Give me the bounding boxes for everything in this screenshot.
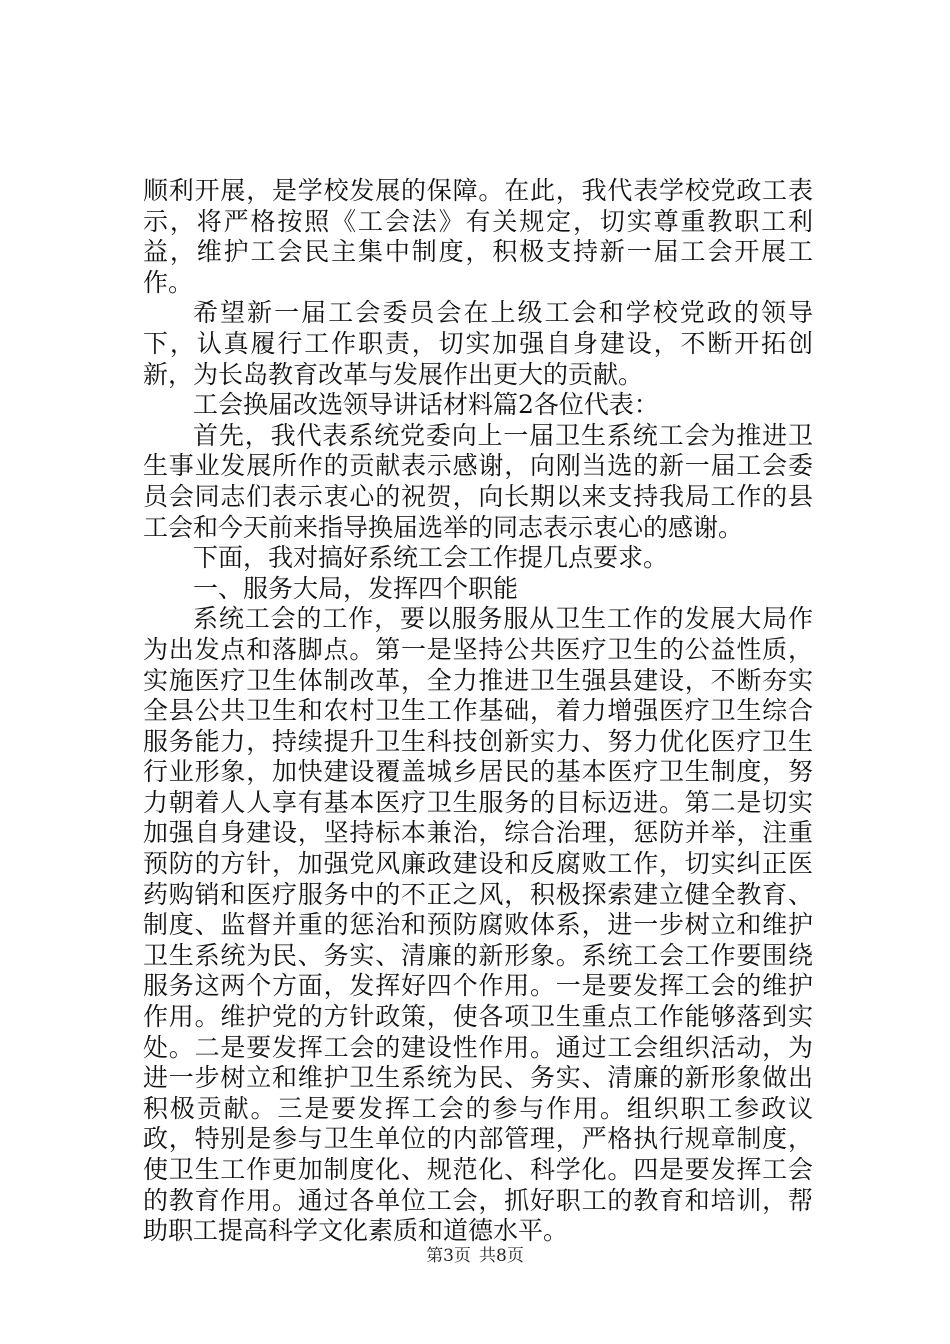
document-body (143, 176, 813, 1247)
page-total: 共8页 (479, 1246, 524, 1266)
paragraph-3-heading: 工会换届改选领导讲话材料篇2各位代表： (193, 390, 659, 420)
paragraph-2: 希望新一届工会委员会在上级工会和学校党政的领导下，认真履行工作职责，切实加强自身建设，不断开拓创新，为长岛教育改革与发展作出更大的贡献。 (143, 298, 813, 389)
page-footer (0, 1241, 950, 1266)
paragraph-7: 系统工会的工作，要以服务服从卫生工作的发展大局作为出发点和落脚点。第一是坚持公共医疗卫生的公益性质，实施医疗卫生体制改革，全力推进卫生强县建设，不断夯实全县公共卫生和农村卫生工作基础，着力增强医疗卫生综合服务能力，持续提升卫生科技创新实力、努力优化医疗卫生行业形象，加快建设覆盖城乡居民的基本医疗卫生制度，努力朝着人人享有基本医疗卫生服务的目标迈进。第二是切实加强自身建设，坚持标本兼治，综合治理，惩防并举，注重预防的方针，加强党风廉政建设和反腐败工作，切实纠正医药购销和医疗服务中的不正之风，积极探索建立健全教育、制度、监督并重的惩治和预防腐败体系，进一步树立和维护卫生系统为民、务实、清廉的新形象。系统工会工作要围绕服务这两个方面，发挥好四个作用。一是要发挥工会的维护作用。维护党的方针政策，使各项卫生重点工作能够落到实处。二是要发挥工会的建设性作用。通过工会组织活动，为进一步树立和维护卫生系统为民、务实、清廉的新形象做出积极贡献。三是要发挥工会的参与作用。组织职工参政议政，特别是参与卫生单位的内部管理，严格执行规章制度，使卫生工作更加制度化、规范化、科学化。四是要发挥工会的教育作用。通过各单位工会，抓好职工的教育和培训，帮助职工提高科学文化素质和道德水平。 (143, 604, 813, 1246)
page-number: 第3页 (426, 1246, 471, 1266)
paragraph-4: 首先，我代表系统党委向上一届卫生系统工会为推进卫生事业发展所作的贡献表示感谢，向刚当选的新一届工会委员会同志们表示衷心的祝贺，向长期以来支持我局工作的县工会和今天前来指导换届选举的同志表示衷心的感谢。 (143, 420, 813, 542)
paragraph-1: 顺利开展，是学校发展的保障。在此，我代表学校党政工表示，将严格按照《工会法》有关规定，切实尊重教职工利益，维护工会民主集中制度，积极支持新一届工会开展工作。 (143, 176, 813, 297)
section-heading-1: 一、服务大局，发挥四个职能 (193, 573, 519, 603)
paragraph-5: 下面，我对搞好系统工会工作提几点要求。 (193, 543, 669, 573)
